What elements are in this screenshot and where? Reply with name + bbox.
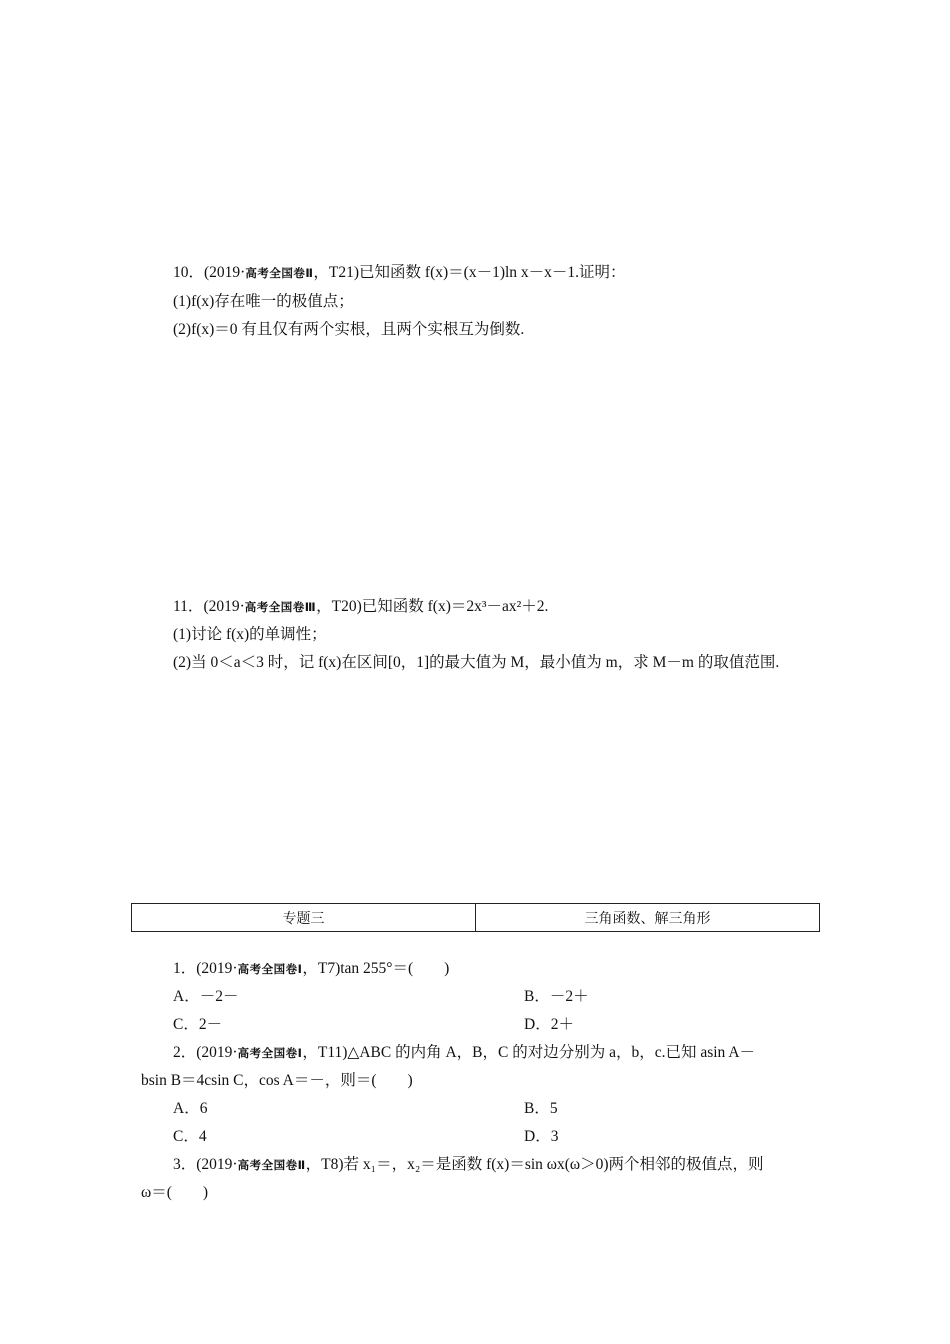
mc-question-1-option-d: D．2＋: [524, 1016, 574, 1033]
problem-10-part-1: (1)f(x)存在唯一的极值点；: [173, 293, 354, 310]
mc-question-2-option-b: B．5: [524, 1100, 558, 1117]
mc-question-2-stem-continued: bsin B＝4csin C，cos A＝－，则＝( ): [141, 1072, 413, 1089]
mc-question-2-prefix: 2．(2019·: [173, 1044, 238, 1061]
section-header-table: [131, 903, 820, 932]
problem-11-text: ，T20)已知函数 f(x)＝2x³－ax²＋2.: [316, 598, 549, 615]
problem-10-source-prefix: (2019·: [204, 264, 246, 281]
problem-10-text: ，T21)已知函数 f(x)＝(x－1)ln x－x－1.证明：: [313, 264, 626, 281]
mc-question-2-option-c: C．4: [173, 1128, 207, 1145]
mc-question-2-stem: [173, 1043, 755, 1063]
section-title: 三角函数、解三角形: [476, 904, 820, 932]
mc-question-2-option-a: A．6: [173, 1100, 208, 1117]
mc-question-1-option-c: C．2－: [173, 1016, 223, 1033]
mc-question-1-stem: [173, 959, 449, 979]
problem-11-source-prefix: (2019·: [203, 598, 245, 615]
mc-question-1-source: 高考全国卷Ⅰ: [237, 962, 303, 976]
mc-question-3-stem-continued: ω＝( ): [141, 1184, 209, 1201]
problem-10-stem: [173, 263, 626, 283]
mc-question-1-option-b: B．－2＋: [524, 988, 589, 1005]
problem-11-source: 高考全国卷Ⅲ: [244, 600, 317, 614]
mc-question-3-prefix: 3．(2019·: [173, 1156, 238, 1173]
problem-10-number: 10．: [173, 264, 205, 281]
mc-question-1-prefix: 1．(2019·: [173, 960, 238, 977]
problem-11-part-1: (1)讨论 f(x)的单调性；: [173, 626, 327, 643]
mc-question-3-text: ，T8)若 x₁＝，x₂＝是函数 f(x)＝sin ωx(ω＞0)两个相邻的极值点，则: [305, 1156, 764, 1173]
problem-10-part-2: (2)f(x)＝0 有且仅有两个实根，且两个实根互为倒数.: [173, 321, 525, 338]
section-number: 专题三: [132, 904, 476, 932]
mc-question-1-text: ，T7)tan 255°＝( ): [302, 960, 450, 977]
mc-question-2-source: 高考全国卷Ⅰ: [237, 1046, 303, 1060]
mc-question-2-text: ，T11)△ABC 的内角 A，B，C 的对边分别为 a，b，c.已知 asin A－: [302, 1044, 756, 1061]
mc-question-3-source: 高考全国卷Ⅱ: [237, 1158, 306, 1172]
problem-11-number: 11．: [173, 598, 204, 615]
problem-10-source: 高考全国卷Ⅱ: [245, 266, 314, 280]
mc-question-1-option-a: A．－2－: [173, 988, 239, 1005]
mc-question-2-option-d: D．3: [524, 1128, 559, 1145]
problem-11-stem: [173, 597, 548, 617]
problem-11-part-2: (2)当 0＜a＜3 时，记 f(x)在区间[0，1]的最大值为 M，最小值为 m，求 M－m 的取值范围.: [173, 654, 780, 671]
mc-question-3-stem: [173, 1155, 764, 1175]
